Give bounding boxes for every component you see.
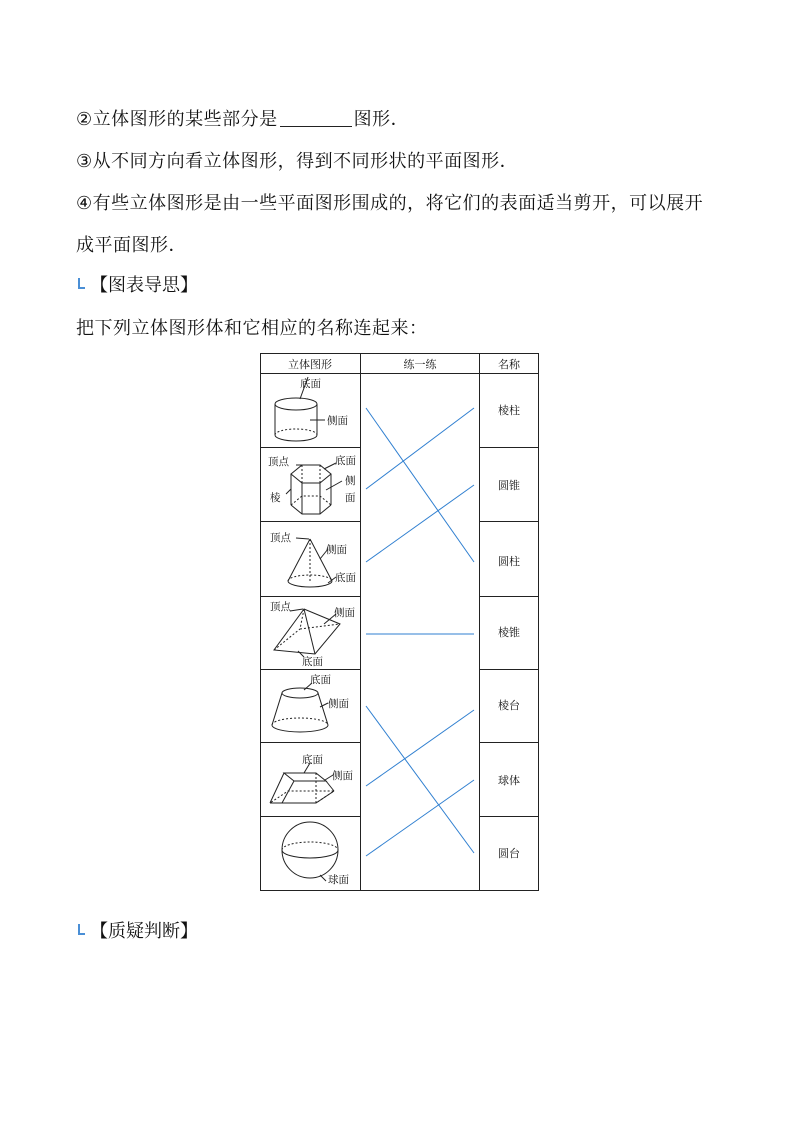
frustum-cone-figure <box>272 683 328 732</box>
fill-blank[interactable] <box>280 110 352 127</box>
prism-label-side1: 侧 <box>345 475 356 487</box>
name-frustum-pyramid: 棱台 <box>498 699 520 712</box>
name-pyramid: 棱锥 <box>498 626 520 639</box>
cone-label-bottom: 底面 <box>335 572 356 584</box>
header-name: 名称 <box>498 358 520 371</box>
cylinder-label-bottom: 底面 <box>300 378 321 390</box>
cylinder-label-side: 侧面 <box>327 415 348 427</box>
prism-label-bottom: 底面 <box>335 455 356 467</box>
connection-line <box>366 408 474 562</box>
cone-label-vertex: 顶点 <box>270 532 291 544</box>
instruction-text: 把下列立体图形体和它相应的名称连起来： <box>76 318 428 339</box>
sphere-label-surface: 球面 <box>328 874 349 886</box>
sphere-figure <box>282 822 338 881</box>
section-question-judge <box>76 917 198 943</box>
frustum-cone-label-bottom: 底面 <box>310 674 331 686</box>
pyramid-label-bottom: 底面 <box>302 656 323 668</box>
pyramid-label-side: 侧面 <box>334 607 355 619</box>
statement-2-suffix: 图形． <box>353 109 410 130</box>
statement-2-prefix: ②立体图形的某些部分是 <box>76 109 278 130</box>
connection-line <box>366 710 474 786</box>
frustum-pyramid-label-bottom: 底面 <box>302 754 323 766</box>
cone-label-side: 侧面 <box>326 544 347 556</box>
connection-line <box>366 408 474 489</box>
connection-line <box>366 706 474 853</box>
statement-3: ③从不同方向看立体图形，得到不同形状的平面图形． <box>76 151 519 172</box>
prism-figure <box>286 463 342 514</box>
section-question-judge-title: 【质疑判断】 <box>90 921 198 942</box>
section-chart-guide-title: 【图表导思】 <box>90 275 198 296</box>
name-cone: 圆锥 <box>498 479 520 492</box>
name-sphere: 球体 <box>498 774 520 787</box>
bookmark-icon <box>76 275 86 293</box>
connection-line <box>366 780 474 856</box>
bookmark-icon <box>76 921 86 939</box>
prism-label-edge: 棱 <box>270 492 281 504</box>
header-practice: 练一练 <box>403 358 437 371</box>
prism-label-vertex: 顶点 <box>268 456 289 468</box>
frustum-cone-label-side: 侧面 <box>328 698 349 710</box>
statement-4-line2: 成平面图形． <box>76 235 187 256</box>
frustum-pyramid-figure <box>270 763 334 803</box>
statement-2 <box>76 105 409 131</box>
section-chart-guide <box>76 271 198 297</box>
name-cylinder: 圆柱 <box>498 555 520 568</box>
shape-matching-table <box>260 353 539 891</box>
name-prism: 棱柱 <box>498 404 520 417</box>
frustum-pyramid-label-side: 侧面 <box>332 770 353 782</box>
pyramid-figure <box>274 609 340 657</box>
connection-lines <box>366 408 474 856</box>
name-frustum-cone: 圆台 <box>498 847 520 860</box>
connection-line <box>366 485 474 562</box>
header-shape: 立体图形 <box>288 358 332 371</box>
statement-4-line1: ④有些立体图形是由一些平面图形围成的，将它们的表面适当剪开，可以展开 <box>76 193 704 214</box>
prism-label-side2: 面 <box>345 492 356 504</box>
pyramid-label-vertex: 顶点 <box>270 601 291 613</box>
